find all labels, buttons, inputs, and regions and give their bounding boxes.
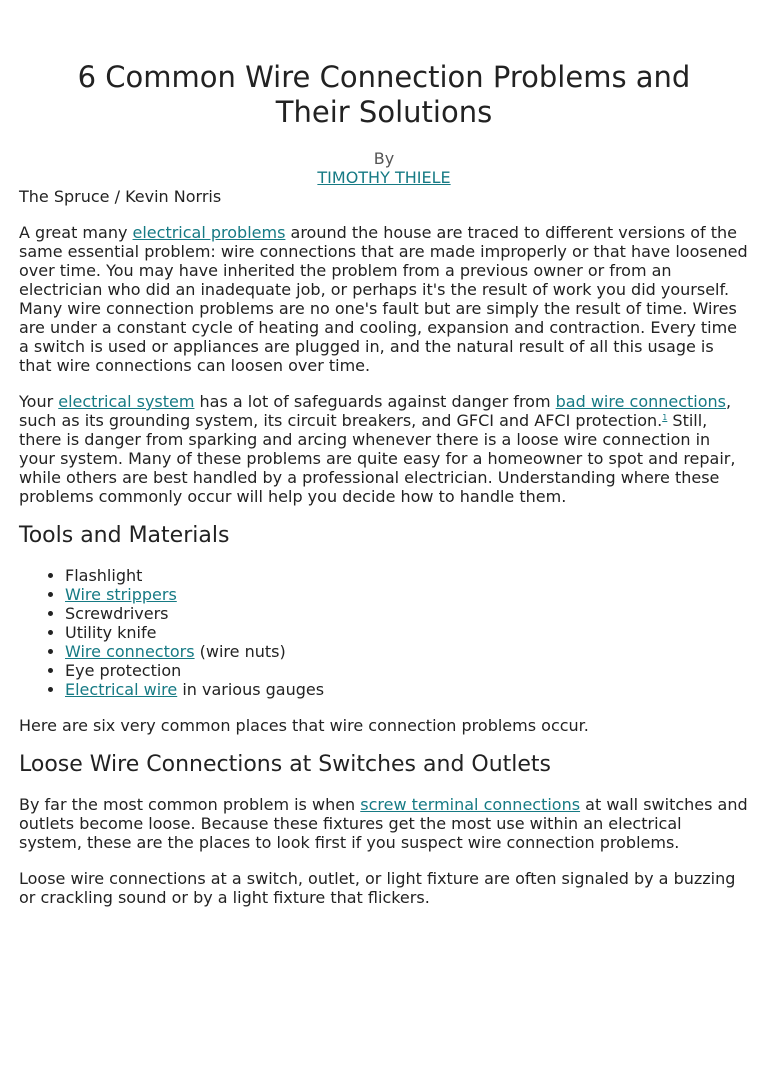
screw-terminal-text-after: at wall switches and outlets become loose. Because these fixtures get the most use within an electrical system, these are the places to look first if you suspect wire connection problems.	[19, 795, 748, 852]
author-link[interactable]: TIMOTHY THIELE	[317, 168, 451, 187]
tool-eye-protection: Eye protection	[65, 661, 182, 680]
screw-terminal-paragraph	[19, 795, 749, 852]
section-heading-loose-connections: Loose Wire Connections at Switches and Outlets	[19, 752, 552, 777]
safeguards-text-4: Still, there is danger from sparking and arcing whenever there is a loose wire connection in your system. Many of these problems are quite easy for a homeowner to spot and repair, while others are best handled by a professional electrician. Understanding where these problems commonly occur will help you decide how to handle them.	[19, 411, 736, 506]
list-item	[65, 642, 749, 661]
image-credit: The Spruce / Kevin Norris	[19, 187, 222, 206]
safeguards-text-1: Your	[19, 392, 59, 411]
byline	[19, 149, 749, 187]
electrical-wire-link[interactable]: Electrical wire	[65, 680, 178, 699]
list-item	[65, 604, 749, 623]
tools-heading: Tools and Materials	[19, 523, 230, 548]
electrical-wire-note: in various gauges	[177, 680, 325, 699]
list-item	[65, 680, 749, 699]
wire-connectors-link[interactable]: Wire connectors	[65, 642, 195, 661]
bad-wire-connections-link[interactable]: bad wire connections	[555, 392, 727, 411]
article-page	[0, 60, 768, 907]
electrical-system-link[interactable]: electrical system	[58, 392, 195, 411]
list-item	[65, 661, 749, 680]
tools-list	[19, 566, 749, 699]
safeguards-text-3: , such as its grounding system, its circuit breakers, and GFCI and AFCI protection.	[19, 392, 732, 430]
tool-flashlight: Flashlight	[65, 566, 143, 585]
list-item	[65, 623, 749, 642]
article-title: 6 Common Wire Connection Problems and Their Solutions	[77, 60, 691, 129]
electrical-problems-link[interactable]: electrical problems	[132, 223, 286, 242]
byline-prefix: By	[373, 149, 395, 168]
tool-screwdrivers: Screwdrivers	[65, 604, 169, 623]
screw-terminal-text-before: By far the most common problem is when	[19, 795, 361, 814]
wire-connectors-note: (wire nuts)	[194, 642, 286, 661]
screw-terminal-connections-link[interactable]: screw terminal connections	[360, 795, 581, 814]
footnote-link[interactable]: 1	[662, 413, 668, 422]
intro-text-before: A great many	[19, 223, 133, 242]
intro-text-after: around the house are traced to different versions of the same essential problem: wire connections that are made improperly or that have loosened over time. You may have inherited the problem from a previous owner or from an electrician who did an inadequate job, or perhaps it's the result of work you did yourself. Many wire connection problems are no one's fault but are simply the result of time. Wires are under a constant cycle of heating and cooling, expansion and contraction. Every time a switch is used or appliances are plugged in, and the natural result of all this usage is that wire connections can loosen over time.	[19, 223, 748, 375]
list-item	[65, 566, 749, 585]
intro-paragraph	[19, 223, 749, 375]
safeguards-text-2: has a lot of safeguards against danger from	[194, 392, 556, 411]
wire-strippers-link[interactable]: Wire strippers	[65, 585, 177, 604]
list-item	[65, 585, 749, 604]
buzzing-paragraph: Loose wire connections at a switch, outlet, or light fixture are often signaled by a buzzing or crackling sound or by a light fixture that flickers.	[19, 869, 736, 907]
safeguards-paragraph	[19, 392, 749, 506]
six-places-paragraph: Here are six very common places that wire connection problems occur.	[19, 716, 589, 735]
tool-utility-knife: Utility knife	[65, 623, 157, 642]
